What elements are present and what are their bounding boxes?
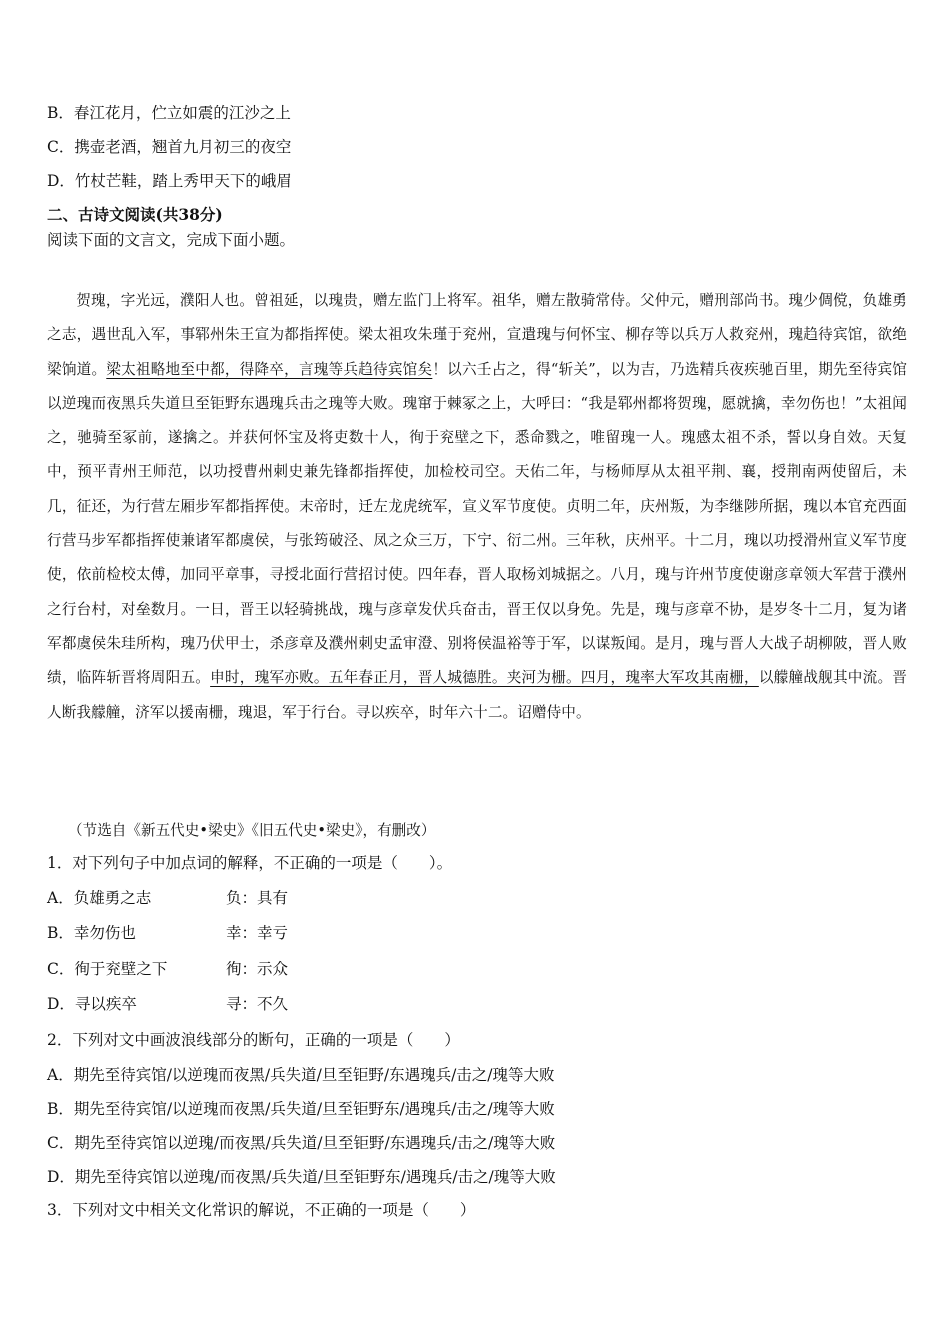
question-3-stem: 3．下列对文中相关文化常识的解说，不正确的一项是（ ） bbox=[47, 1201, 476, 1219]
q1-choice-a-gloss: 负：具有 bbox=[226, 889, 289, 907]
source-note: （节选自《新五代史•梁史》《旧五代史•梁史》，有删改） bbox=[68, 822, 436, 839]
q1-choice-b-text: B．幸勿伤也 bbox=[47, 924, 136, 942]
q2-choice-a: A．期先至待宾馆/以逆瑰而夜黑/兵失道/旦至钜野/东遇瑰兵/击之/瑰等大败 bbox=[47, 1066, 555, 1084]
question-1-stem: 1．对下列句子中加点词的解释，不正确的一项是（ ）。 bbox=[47, 854, 453, 872]
option-c: C．携壶老酒，翘首九月初三的夜空 bbox=[47, 138, 292, 156]
section-title: 二、古诗文阅读(共38分) bbox=[47, 205, 223, 224]
section-instruction: 阅读下面的文言文，完成下面小题。 bbox=[47, 231, 296, 249]
q1-choice-d-text: D．寻以疾卒 bbox=[47, 995, 137, 1013]
passage-part-2: ！以六壬占之，得“斩关”，以为吉，乃选精兵夜疾驰百里，期先至待宾馆以逆瑰而夜黑兵失道旦至钜野东遇瑰兵击之瑰等大败。瑰窜于棘冢之上，大呼曰：“我是郓州都将贺瑰，愿就擒，幸勿伤也！”太祖闻之，驰骑至冢前，遂擒之。并获何怀宝及将吏数十人，徇于兖壁之下，悉命戮之，唯留瑰一人。瑰感太祖不杀，誓以身自效。天复中，预平青州王师范，以功授曹州刺史兼先锋都指挥使，加检校司空。天佑二年，与杨师厚从太祖平荆、襄，授荆南两使留后，未几，征还，为行营左厢步军都指挥使。末帝时，迁左龙虎统军，宣义军节度使。贞明二年，庆州叛，为李继陟所据，瑰以本官充西面行营马步军都指挥使兼诸军都虞侯，与张筠破泾、凤之众三万，下宁、衍二州。三年秋，庆州平。十二月，瑰以功授滑州宣义军节度使，依前检校太傅，加同平章事，寻授北面行营招讨使。四年春，晋人取杨刘城据之。八月，瑰与许州节度使谢彦章领大军营于濮州之行台村，对垒数月。一日，晋王以轻骑挑战，瑰与彦章发伏兵奋击，晋王仅以身免。先是，瑰与彦章不协，是岁冬十二月，复为诸军都虞侯朱珪所构，瑰乃伏甲士，杀彦章及濮州刺史孟审澄、别将侯温裕等于军，以谋叛闻。是月，瑰与晋人大战子胡柳陂，晋人败绩，临阵斩晋将周阳五。 bbox=[47, 360, 907, 687]
q2-choice-d: D．期先至待宾馆以逆瑰/而夜黑/兵失道/旦至钜野东/遇瑰兵/击之/瑰等大败 bbox=[47, 1168, 556, 1186]
q1-choice-c-gloss: 徇：示众 bbox=[226, 960, 289, 978]
q2-choice-b: B．期先至待宾馆/以逆瑰而夜黑/兵失道/旦至钜野东/遇瑰兵/击之/瑰等大败 bbox=[47, 1100, 555, 1118]
q1-choice-c-text: C．徇于兖壁之下 bbox=[47, 960, 168, 978]
classical-passage bbox=[47, 284, 907, 730]
q1-choice-a-text: A．负雄勇之志 bbox=[47, 889, 152, 907]
option-d: D．竹杖芒鞋，踏上秀甲天下的峨眉 bbox=[47, 172, 292, 190]
q1-choice-d-gloss: 寻：不久 bbox=[226, 995, 289, 1013]
question-2-stem: 2．下列对文中画波浪线部分的断句，正确的一项是（ ） bbox=[47, 1031, 460, 1049]
q2-choice-c: C．期先至待宾馆以逆瑰/而夜黑/兵失道/旦至钜野/东遇瑰兵/击之/瑰等大败 bbox=[47, 1134, 556, 1152]
underlined-sentence-1: 梁太祖略地至中都，得降卒，言瑰等兵趋待宾馆矣 bbox=[106, 360, 433, 378]
option-b: B．春江花月，伫立如震的江沙之上 bbox=[47, 104, 291, 122]
underlined-sentence-2: 申时，瑰军亦败。五年春正月，晋人城德胜。夹河为栅。四月，瑰率大军攻其南栅， bbox=[210, 669, 759, 687]
passage-part-3: 以艨艟战舰其中流。晋人断我艨艟，济军以援南栅，瑰退，军于行台。寻以疾卒，时年六十二。诏赠侍中。 bbox=[47, 669, 907, 721]
passage-part-1: 贺瑰，字光远，濮阳人也。曾祖延，以瑰贵，赠左监门上将军。祖华，赠左散骑常侍。父仲元，赠刑部尚书。瑰少倜傥，负雄勇之志，遇世乱入军，事郓州朱王宣为都指挥使。梁太祖攻朱瑾于兖州，宣遣瑰与何怀宝、柳存等以兵万人救兖州，瑰趋待宾馆，欲绝梁饷道。 bbox=[47, 292, 907, 378]
q1-choice-b-gloss: 幸：幸亏 bbox=[226, 924, 289, 942]
